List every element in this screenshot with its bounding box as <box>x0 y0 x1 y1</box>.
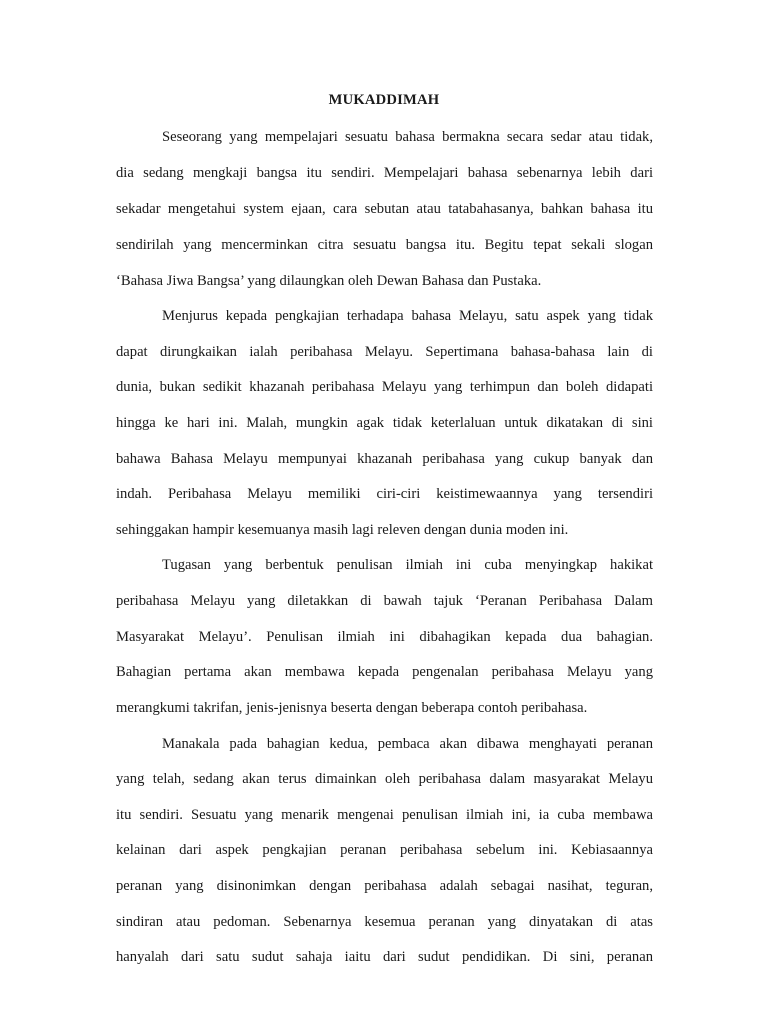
paragraph-3-line-3: Masyarakat Melayu’. Penulisan ilmiah ini dibahagikan kepada dua bahagian. <box>116 629 653 645</box>
paragraph-2-line-7: sehinggakan hampir kesemuanya masih lagi releven dengan dunia moden ini. <box>116 522 569 538</box>
paragraph-4-line-3: itu sendiri. Sesuatu yang menarik mengenai penulisan ilmiah ini, ia cuba membawa <box>116 807 653 823</box>
paragraph-2-line-5: bahawa Bahasa Melayu mempunyai khazanah peribahasa yang cukup banyak dan <box>116 451 653 467</box>
paragraph-1-line-3: sekadar mengetahui system ejaan, cara sebutan atau tatabahasanya, bahkan bahasa itu <box>116 201 653 217</box>
paragraph-1-line-4: sendirilah yang mencerminkan citra sesuatu bangsa itu. Begitu tepat sekali slogan <box>116 237 653 253</box>
paragraph-2-line-4: hingga ke hari ini. Malah, mungkin agak tidak keterlaluan untuk dikatakan di sini <box>116 415 653 431</box>
paragraph-2-line-1: Menjurus kepada pengkajian terhadapa bahasa Melayu, satu aspek yang tidak <box>162 308 653 324</box>
paragraph-3-line-2: peribahasa Melayu yang diletakkan di bawah tajuk ‘Peranan Peribahasa Dalam <box>116 593 653 609</box>
paragraph-2-line-3: dunia, bukan sedikit khazanah peribahasa Melayu yang terhimpun dan boleh didapati <box>116 379 653 395</box>
paragraph-2-line-6: indah. Peribahasa Melayu memiliki ciri-ciri keistimewaannya yang tersendiri <box>116 486 653 502</box>
paragraph-1-line-5: ‘Bahasa Jiwa Bangsa’ yang dilaungkan oleh Dewan Bahasa dan Pustaka. <box>116 273 542 289</box>
paragraph-4-line-2: yang telah, sedang akan terus dimainkan oleh peribahasa dalam masyarakat Melayu <box>116 771 653 787</box>
paragraph-3-line-1: Tugasan yang berbentuk penulisan ilmiah ini cuba menyingkap hakikat <box>162 557 653 573</box>
paragraph-4-line-7: hanyalah dari satu sudut sahaja iaitu dari sudut pendidikan. Di sini, peranan <box>116 949 653 965</box>
paragraph-4-line-4: kelainan dari aspek pengkajian peranan peribahasa sebelum ini. Kebiasaannya <box>116 842 653 858</box>
paragraph-4-line-1: Manakala pada bahagian kedua, pembaca akan dibawa menghayati peranan <box>162 736 653 752</box>
paragraph-3-line-5: merangkumi takrifan, jenis-jenisnya beserta dengan beberapa contoh peribahasa. <box>116 700 588 716</box>
paragraph-4-line-6: sindiran atau pedoman. Sebenarnya kesemua peranan yang dinyatakan di atas <box>116 914 653 930</box>
paragraph-1-line-1: Seseorang yang mempelajari sesuatu bahasa bermakna secara sedar atau tidak, <box>162 129 653 145</box>
paragraph-3-line-4: Bahagian pertama akan membawa kepada pengenalan peribahasa Melayu yang <box>116 664 653 680</box>
paragraph-1-line-2: dia sedang mengkaji bangsa itu sendiri. Mempelajari bahasa sebenarnya lebih dari <box>116 165 653 181</box>
paragraph-2-line-2: dapat dirungkaikan ialah peribahasa Melayu. Sepertimana bahasa-bahasa lain di <box>116 344 653 360</box>
document-title: MUKADDIMAH <box>328 92 440 108</box>
paragraph-4-line-5: peranan yang disinonimkan dengan peribahasa adalah sebagai nasihat, teguran, <box>116 878 653 894</box>
